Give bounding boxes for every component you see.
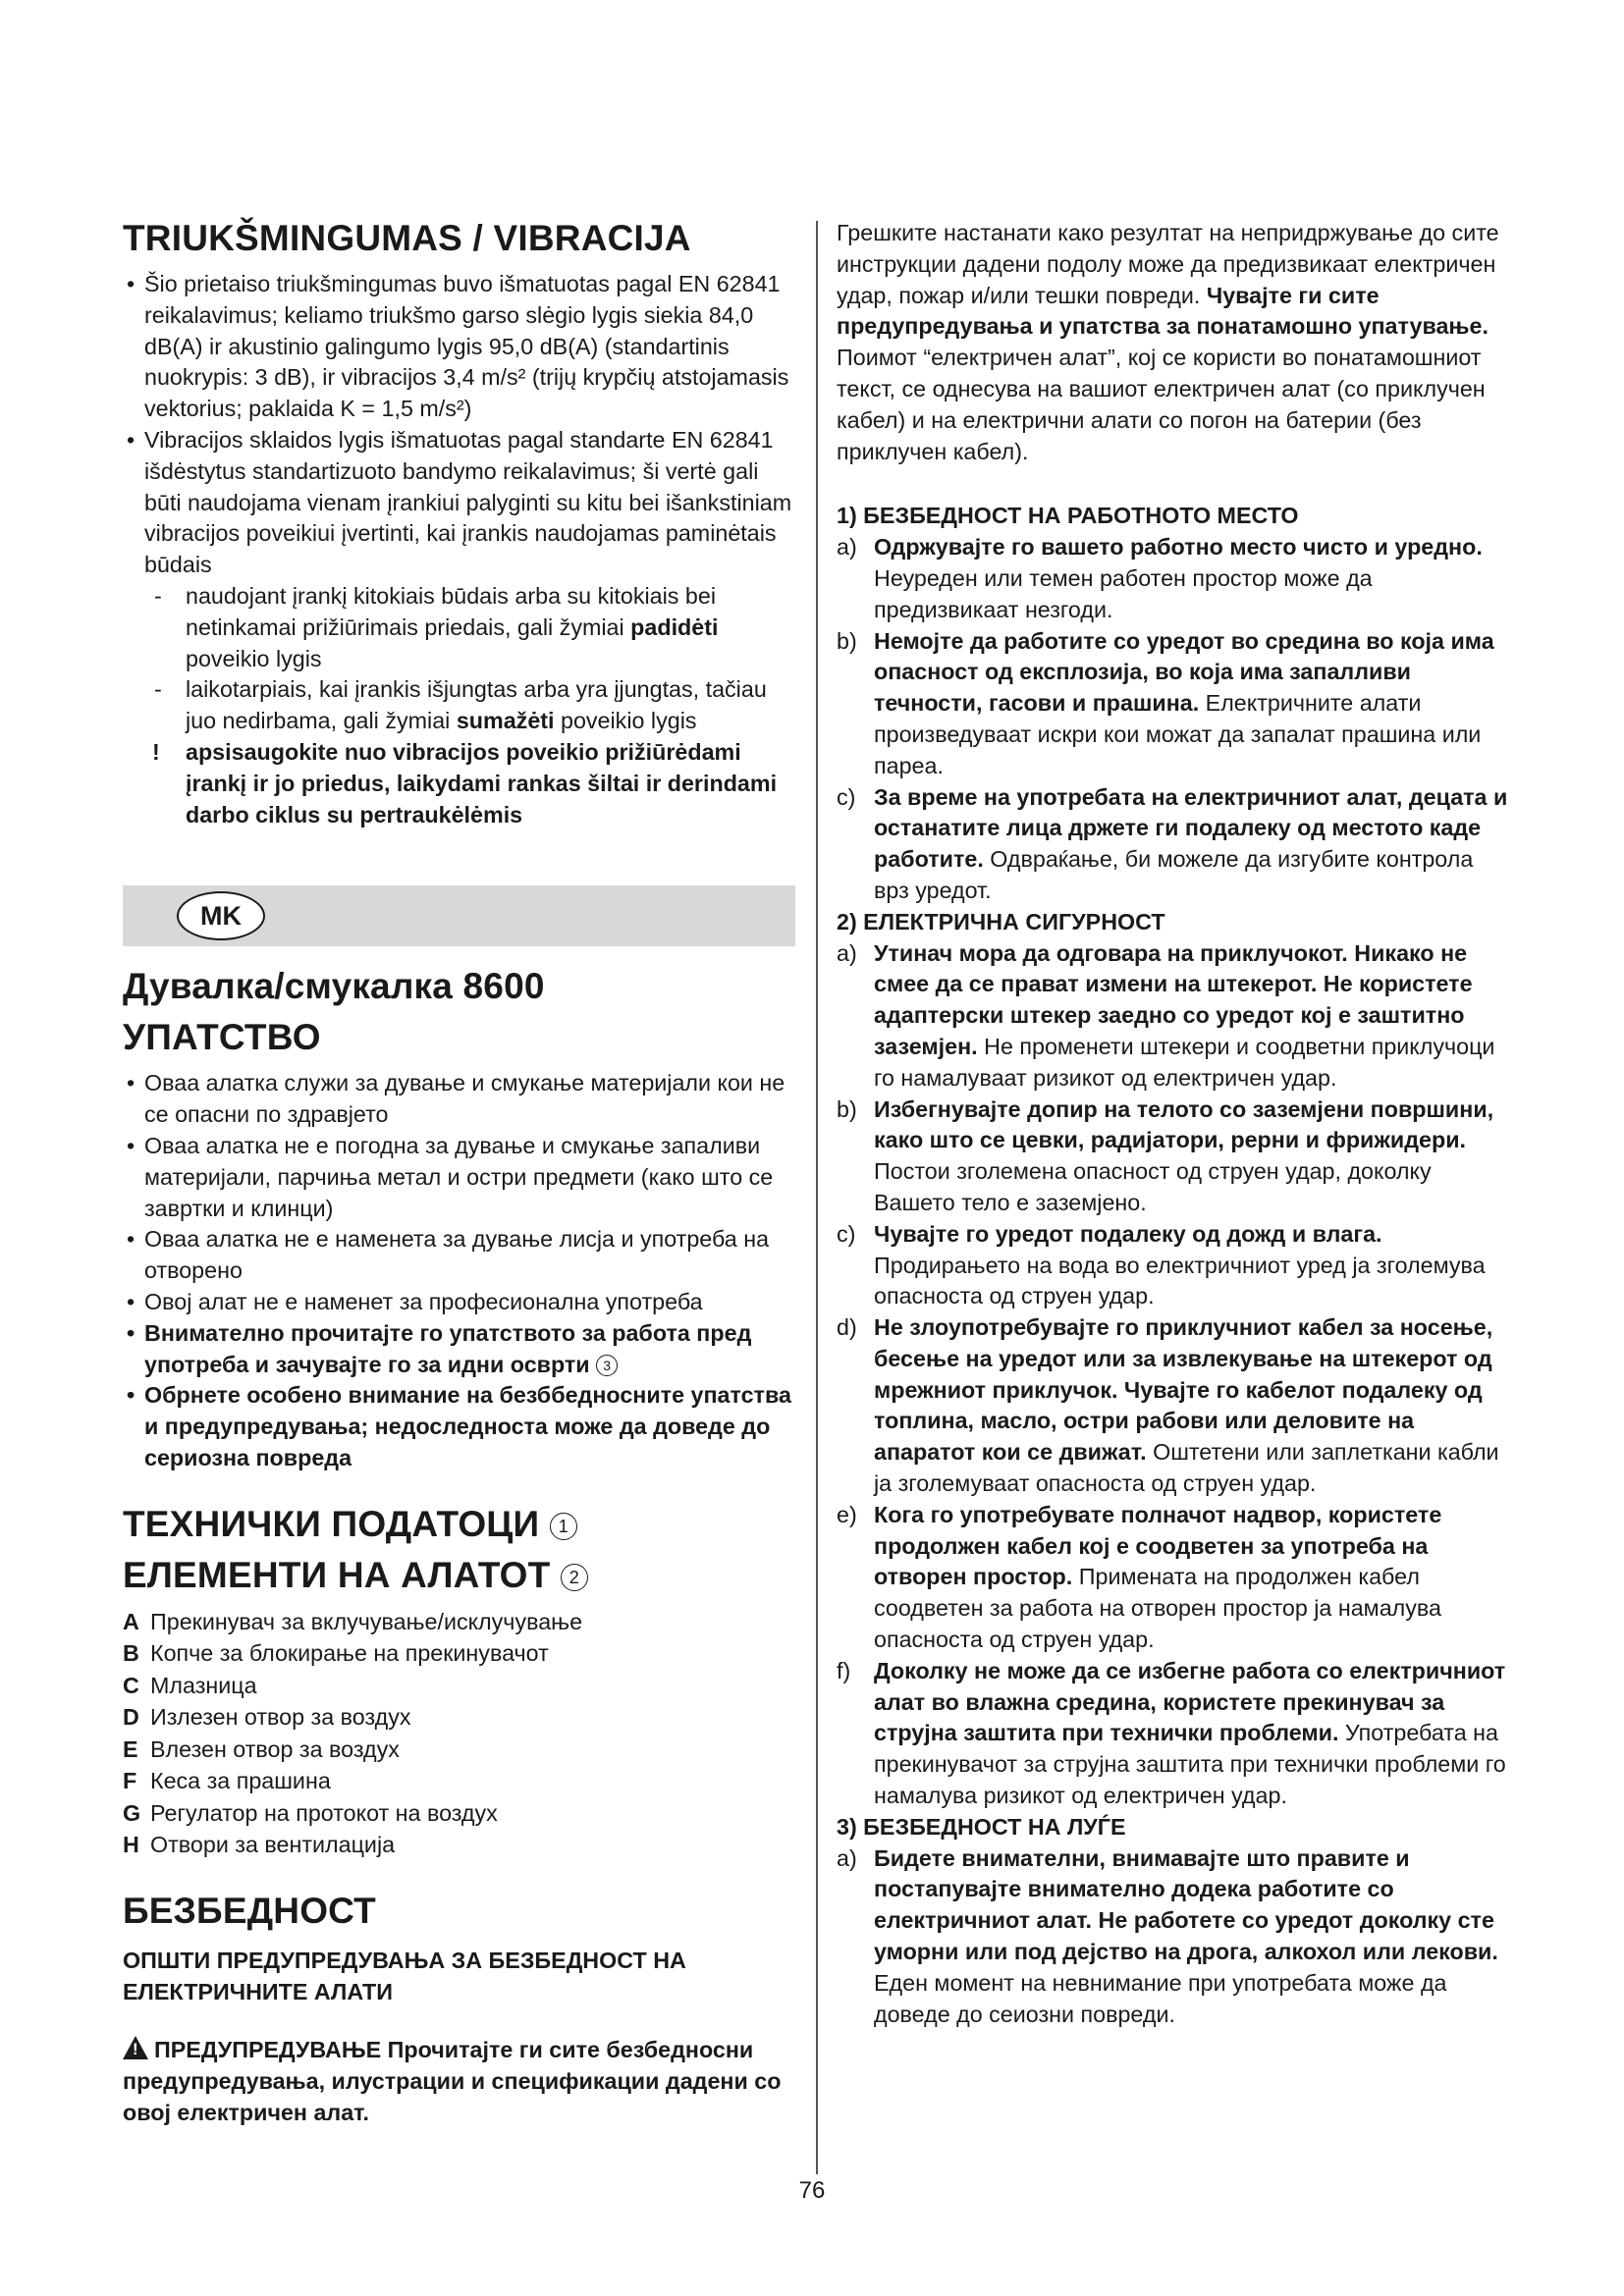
elements-heading: ЕЛЕМЕНТИ НА АЛАТОТ 2 [123, 1555, 795, 1596]
noise-sub-1: - naudojant įrankį kitokiais būdais arba su kitokiais bei netinkamai prižiūrimais priedais, gali žymiai padidėti poveikio lygis [154, 582, 719, 671]
page-number: 76 [798, 2177, 826, 2204]
usage-bullet-3: • Оваа алатка не е наменета за дување лисја и употреба на отворено [123, 1224, 795, 1287]
part-item: A Прекинувач за вклучување/исклучување [123, 1608, 583, 1634]
usage-bullet-5: • Внимателно прочитајте го упатството за работа пред употреба и зачувајте го за идни осврти 3 [123, 1318, 795, 1381]
column-divider [816, 221, 818, 2174]
usage-bullet-4: • Овој алат не е наменет за професионална употреба [123, 1287, 795, 1318]
noise-heading: TRIUKŠMINGUMAS / VIBRACIJA [123, 218, 691, 258]
general-warnings-heading: ОПШТИ ПРЕДУПРЕДУВАЊА ЗА БЕЗБЕДНОСТ НА ЕЛЕКТРИЧНИТЕ АЛАТИ [123, 1947, 686, 2004]
noise-bullet-1: • Šio prietaiso triukšmingumas buvo išmatuotas pagal EN 62841 reikalavimus; keliamo triukšmo garso slėgio lygis siekia 84,0 dB(A) ir akustinio galingumo lygis 95,0 dB(A) (standartinis nuokrypis: 3 dB), ir vibracijos 3,4 m/s² (trijų krypčių atstojamasis vektorius; paklaida K = 1,5 m/s²) [123, 269, 795, 425]
safety-item: a) Одржувајте го вашето работно место чисто и уредно. Неуреден или темен работен простор може да предизвикаат незгоди. [837, 534, 1483, 622]
usage-list [123, 1068, 795, 1473]
part-item: C Млазница [123, 1672, 257, 1698]
safety-item: f) Доколку не може да се избегне работа со електричниот алат во влажна средина, користете прекинувач за струјна заштита при технички проблеми. Употребата на прекинувачот за струјна заштита при технички проблеми го намалува ризикот од електричен удар. [837, 1657, 1506, 1809]
safety-item: a) Бидете внимателни, внимавајте што правите и постапувајте внимателно додека работите со електричниот алат. Не работете со уредот доколку сте уморни или под дејство на дрога, алкохол или лекови. Еден момент на невнимание при употребата може да доведе до сеиозни повреди. [837, 1844, 1498, 2027]
usage-bullet-2: • Оваа алатка не е погодна за дување и смукање запаливи материјали, парчиња метал и остри предмети (како што се завртки и клинци) [123, 1131, 795, 1224]
safety-item: c) За време на употребата на електричниот алат, децата и останатите лица држете ги подалеку од местото каде работите. Одвраќање, би можеле да изгубите контрола врз уредот. [837, 783, 1508, 903]
manual-heading: УПАТСТВО [123, 1017, 321, 1058]
section-title: 2) ЕЛЕКТРИЧНА СИГУРНОСТ [837, 908, 1165, 934]
safety-item: b) Избегнувајте допир на телото со заземјени површини, како што се цевки, радијатори, рерни и фрижидери. Постои зголемена опасност од струен удар, доколку Вашето тело е заземјено. [837, 1095, 1494, 1215]
noise-sub-2: - laikotarpiais, kai įrankis išjungtas arba yra įjungtas, tačiau juo nedirbama, gali žymiai sumažėti poveikio lygis [154, 676, 767, 734]
part-item: B Копче за блокирање на прекинувачот [123, 1640, 549, 1667]
tech-heading: ТЕХНИЧКИ ПОДАТОЦИ 1 [123, 1504, 795, 1545]
safety-item: d) Не злоупотребувајте го приклучниот кабел за носење, бесење на уредот или за извлекување на штекерот од мрежниот приклучок. Чувајте го кабелот подалеку од топлина, масло, остри рабови или деловите на апаратот кои се движат. Оштетени или заплеткани кабли ја зголемуваат опасноста од струен удар. [837, 1314, 1499, 1497]
section-list [837, 938, 1514, 1812]
figure-ref-icon: 1 [550, 1513, 577, 1540]
language-badge: MK [177, 891, 265, 940]
warning-triangle-icon [123, 2036, 148, 2059]
noise-list [123, 269, 795, 830]
safety-item: b) Немојте да работите со уредот во средина во која има опасност од експлозија, во која има запалливи течности, гасови и прашина. Електричните алати произведуваат искри кои можат да запалат прашина или пареа. [837, 627, 1494, 778]
safety-item: c) Чувајте го уредот подалеку од дожд и влага. Продирањето на вода во електричниот уред ја зголемува опасноста од струен удар. [837, 1220, 1486, 1309]
noise-sublist [144, 581, 795, 737]
part-item: D Излезен отвор за воздух [123, 1704, 411, 1731]
usage-bullet-6: • Обрнете особено внимание на безббедносните упатства и предупредувања; недоследноста може да доведе до сериозна повреда [123, 1380, 795, 1473]
safety-heading: БЕЗБЕДНОСТ [123, 1890, 376, 1931]
safety-item: a) Утинач мора да одговара на приклучокот. Никако не смее да се прават измени на штекерот. Не користете адаптерски штекер заедно со уредот кој е заштитно заземјен. Не променети штекери и соодветни приклучоци го намалуваат ризикот од електричен удар. [837, 939, 1495, 1091]
usage-bullet-1: • Оваа алатка служи за дување и смукање материјали кои не се опасни по здравјето [123, 1068, 795, 1131]
safety-item: e) Кога го употребувате полначот надвор, користете продолжен кабел кој е соодветен за употреба на отворен простор. Примената на продолжен кабел соодветен за работа на отворен простор ја намалува опасноста од струен удар. [837, 1501, 1442, 1653]
part-item: H Отвори за вентилација [123, 1832, 396, 1858]
section-title: 3) БЕЗБЕДНОСТ НА ЛУЃЕ [837, 1813, 1126, 1840]
part-item: E Влезен отвор за воздух [123, 1735, 400, 1762]
part-item: G Регулатор на протокот на воздух [123, 1799, 498, 1826]
parts-list [123, 1606, 795, 1861]
noise-bullet-2: • Vibracijos sklaidos lygis išmatuotas pagal standarte EN 62841 išdėstytus standartizuoto bandymo reikalavimus; ši vertė gali būti naudojama vienam įrankiui palyginti su kitu bei išankstiniam vibracijos poveikiui įvertinti, kai įrankis naudojamas paminėtais būdais - naudojant įrankį kitokiais būdais arba su kitokiais bei netinkamai prižiūrimais priedais, gali žymiai padidėti poveikio lygis - laikotarpiais, kai įrankis išjungtas arba yra įjungtas, tačiau juo nedirbama, gali žymiai sumažėti poveikio lygis ! apsisaugokite nuo vibracijos poveikio prižiūrėdami įrankį ir jo priedus, laikydami rankas šiltai ir derindami darbo ciklus su pertraukėlėmis [123, 425, 795, 830]
figure-ref-icon: 2 [561, 1564, 588, 1591]
left-column [123, 218, 795, 2129]
intro-paragraph: Грешките настанати како резултат на непридржување до сите инструкции дадени подолу може да предизвикаат електричен удар, пожар и/или тешки повреди. Чувајте ги сите предупредувања и упатства за понатамошно упатување. Поимот “електричен алат”, кој се користи во понатамошниот текст, се однесува на вашиот електричен алат (со приклучен кабел) и на електрични алати со погон на батерии (без приклучен кабел). [837, 220, 1499, 464]
right-column [837, 218, 1514, 2030]
section-list [837, 1843, 1514, 2031]
warning-paragraph: !ПРЕДУПРЕДУВАЊЕ Прочитајте ги сите безбедносни предупредувања, илустрации и спецификации дадени со овој електричен алат. [123, 2035, 795, 2128]
part-item: F Кеса за прашина [123, 1768, 331, 1794]
product-title: Дувалка/смукалка 8600 [123, 966, 545, 1007]
section-title: 1) БЕЗБЕДНОСТ НА РАБОТНОТО МЕСТО [837, 503, 1299, 529]
section-list [837, 532, 1514, 907]
vibration-warning: ! apsisaugokite nuo vibracijos poveikio prižiūrėdami įrankį ir jo priedus, laikydami rankas šiltai ir derindami darbo ciklus su pertraukėlėmis [152, 738, 778, 828]
language-bar [123, 885, 795, 946]
figure-ref-icon: 3 [596, 1355, 618, 1376]
